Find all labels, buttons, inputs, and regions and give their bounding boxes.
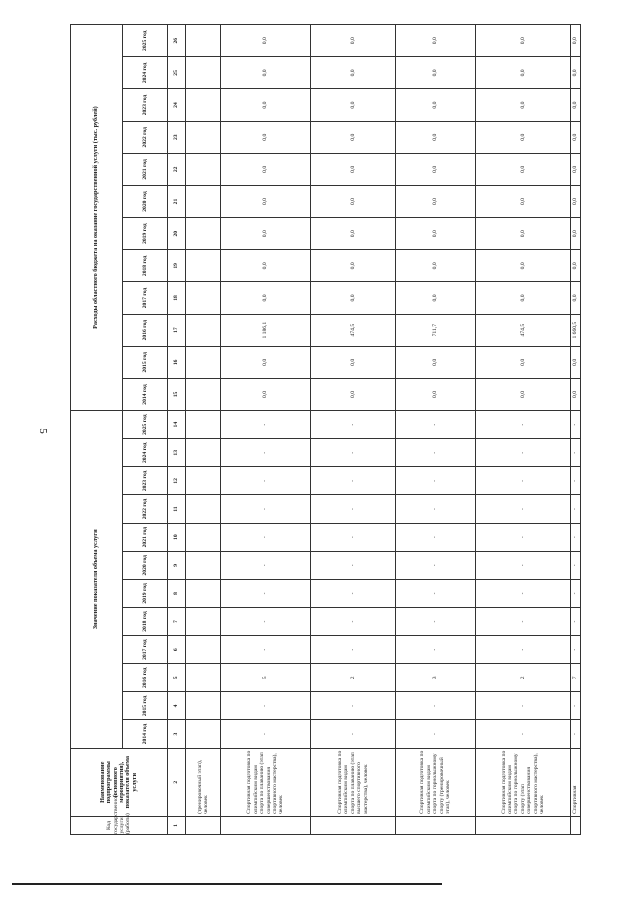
column-number: 14	[168, 411, 186, 439]
expense-value-cell: 0,0	[221, 346, 311, 378]
volume-value-cell: -	[396, 720, 476, 748]
volume-value-cell: 3	[396, 664, 476, 692]
volume-value-cell: -	[311, 467, 396, 495]
expense-value-cell: 0,0	[571, 218, 581, 250]
expense-value-cell: 0,0	[221, 57, 311, 89]
volume-value-cell: -	[396, 523, 476, 551]
column-number: 11	[168, 495, 186, 523]
volume-value-cell	[186, 636, 221, 664]
expense-year-header: 2018 год	[123, 250, 168, 282]
volume-year-header: 2015 год	[123, 692, 168, 720]
expense-value-cell: 0,0	[396, 121, 476, 153]
volume-value-cell: 5	[221, 664, 311, 692]
expense-value-cell: 0,0	[221, 121, 311, 153]
expense-value-cell: 0,0	[571, 250, 581, 282]
volume-value-cell	[186, 720, 221, 748]
volume-value-cell: -	[396, 692, 476, 720]
volume-value-cell: -	[221, 692, 311, 720]
column-number: 12	[168, 467, 186, 495]
expense-year-header: 2025 год	[123, 25, 168, 57]
volume-value-cell: -	[396, 467, 476, 495]
expense-value-cell: 0,0	[311, 89, 396, 121]
expense-value-cell	[186, 346, 221, 378]
volume-year-header: 2016 год	[123, 664, 168, 692]
column-number: 4	[168, 692, 186, 720]
volume-value-cell: -	[311, 607, 396, 635]
volume-value-cell: -	[571, 551, 581, 579]
volume-value-cell: 2	[476, 664, 571, 692]
expense-value-cell: 0,0	[311, 250, 396, 282]
expense-value-cell: 0,0	[571, 282, 581, 314]
expense-value-cell: 1 660,5	[571, 314, 581, 346]
volume-value-cell: -	[396, 636, 476, 664]
header-expense-group: Расходы областного бюджета на оказание государственной услуги (тыс. рублей)	[71, 25, 123, 411]
volume-value-cell: 2	[311, 664, 396, 692]
expense-value-cell	[186, 378, 221, 410]
column-number: 18	[168, 282, 186, 314]
expense-value-cell: 0,0	[221, 185, 311, 217]
volume-value-cell: -	[571, 720, 581, 748]
expense-value-cell: 0,0	[571, 185, 581, 217]
rotated-table-sheet	[70, 25, 580, 835]
expense-value-cell: 0,0	[311, 185, 396, 217]
column-number: 10	[168, 523, 186, 551]
expense-value-cell: 0,0	[221, 250, 311, 282]
expense-value-cell: 0,0	[476, 218, 571, 250]
volume-value-cell	[186, 664, 221, 692]
volume-value-cell: -	[571, 579, 581, 607]
column-number: 15	[168, 378, 186, 410]
column-number: 2	[168, 748, 186, 816]
volume-year-header: 2024 год	[123, 439, 168, 467]
expense-year-header: 2019 год	[123, 218, 168, 250]
volume-value-cell: -	[396, 411, 476, 439]
volume-value-cell: -	[311, 636, 396, 664]
expense-value-cell: 0,0	[396, 218, 476, 250]
expense-value-cell: 0,0	[476, 89, 571, 121]
expense-value-cell: 0,0	[571, 346, 581, 378]
column-number: 21	[168, 185, 186, 217]
volume-value-cell: -	[221, 467, 311, 495]
column-number: 13	[168, 439, 186, 467]
table-row	[186, 25, 221, 835]
column-number: 7	[168, 607, 186, 635]
table-row	[396, 25, 476, 835]
expense-value-cell: 0,0	[311, 378, 396, 410]
expense-value-cell	[186, 89, 221, 121]
volume-value-cell: -	[311, 523, 396, 551]
service-code-cell	[396, 816, 476, 834]
volume-value-cell: -	[476, 439, 571, 467]
service-code-cell	[221, 816, 311, 834]
expense-year-header: 2020 год	[123, 185, 168, 217]
services-table	[70, 24, 581, 835]
volume-value-cell: -	[311, 551, 396, 579]
volume-value-cell: -	[571, 523, 581, 551]
volume-value-cell: -	[221, 579, 311, 607]
expense-value-cell: 0,0	[221, 378, 311, 410]
volume-value-cell: -	[221, 523, 311, 551]
expense-value-cell: 0,0	[476, 282, 571, 314]
volume-value-cell	[186, 411, 221, 439]
volume-value-cell: -	[221, 495, 311, 523]
expense-value-cell	[186, 218, 221, 250]
expense-value-cell: 0,0	[396, 185, 476, 217]
expense-year-header: 2014 год	[123, 378, 168, 410]
expense-value-cell: 0,0	[396, 57, 476, 89]
expense-year-header: 2021 год	[123, 153, 168, 185]
service-code-cell	[476, 816, 571, 834]
volume-value-cell: -	[571, 607, 581, 635]
expense-value-cell: 0,0	[476, 25, 571, 57]
volume-value-cell: -	[396, 579, 476, 607]
header-name: Наименование подпрограммы (основного мероприятия), показателя объема услуги	[71, 748, 168, 816]
service-name-cell: Спортивная	[571, 748, 581, 816]
expense-value-cell: 0,0	[476, 378, 571, 410]
volume-value-cell: -	[396, 551, 476, 579]
expense-value-cell: 0,0	[221, 89, 311, 121]
volume-value-cell: -	[396, 495, 476, 523]
expense-value-cell	[186, 57, 221, 89]
volume-value-cell: -	[571, 636, 581, 664]
expense-value-cell: 0,0	[476, 121, 571, 153]
service-name-cell: (тренировочный этап), человек	[186, 748, 221, 816]
expense-value-cell: 0,0	[571, 121, 581, 153]
volume-value-cell: -	[221, 607, 311, 635]
volume-value-cell: -	[221, 411, 311, 439]
expense-value-cell: 0,0	[571, 57, 581, 89]
volume-year-header: 2022 год	[123, 495, 168, 523]
volume-year-header: 2020 год	[123, 551, 168, 579]
expense-value-cell: 0,0	[311, 25, 396, 57]
service-code-cell	[311, 816, 396, 834]
volume-year-header: 2014 год	[123, 720, 168, 748]
volume-value-cell: 7	[571, 664, 581, 692]
volume-value-cell: -	[571, 692, 581, 720]
volume-value-cell: -	[571, 439, 581, 467]
column-number: 16	[168, 346, 186, 378]
bottom-rule	[12, 883, 442, 885]
expense-value-cell: 711,7	[396, 314, 476, 346]
column-number: 3	[168, 720, 186, 748]
service-code-cell	[571, 816, 581, 834]
expense-year-header: 2017 год	[123, 282, 168, 314]
column-number: 20	[168, 218, 186, 250]
volume-value-cell: -	[396, 439, 476, 467]
volume-year-header: 2025 год	[123, 411, 168, 439]
expense-value-cell: 0,0	[476, 185, 571, 217]
expense-value-cell	[186, 250, 221, 282]
volume-value-cell: -	[476, 523, 571, 551]
expense-value-cell: 0,0	[221, 218, 311, 250]
table-row	[221, 25, 311, 835]
expense-value-cell: 0,0	[571, 153, 581, 185]
expense-value-cell: 474,5	[311, 314, 396, 346]
volume-value-cell: -	[311, 411, 396, 439]
expense-value-cell: 0,0	[311, 57, 396, 89]
volume-value-cell: -	[311, 579, 396, 607]
expense-year-header: 2024 год	[123, 57, 168, 89]
volume-value-cell: -	[221, 636, 311, 664]
expense-value-cell: 0,0	[476, 346, 571, 378]
volume-value-cell: -	[571, 467, 581, 495]
expense-value-cell: 0,0	[311, 282, 396, 314]
page-number: 5	[36, 428, 49, 434]
expense-value-cell	[186, 153, 221, 185]
expense-value-cell: 0,0	[396, 282, 476, 314]
column-number: 5	[168, 664, 186, 692]
volume-year-header: 2023 год	[123, 467, 168, 495]
expense-value-cell	[186, 185, 221, 217]
header-volume-group: Значение показателя объема услуги	[71, 411, 123, 749]
volume-value-cell: -	[476, 411, 571, 439]
volume-value-cell: -	[571, 495, 581, 523]
volume-value-cell	[186, 523, 221, 551]
volume-value-cell	[186, 607, 221, 635]
expense-value-cell: 0,0	[396, 378, 476, 410]
column-number: 25	[168, 57, 186, 89]
volume-value-cell	[186, 495, 221, 523]
expense-value-cell	[186, 282, 221, 314]
volume-value-cell	[186, 579, 221, 607]
expense-value-cell: 0,0	[571, 25, 581, 57]
expense-value-cell: 0,0	[221, 25, 311, 57]
expense-value-cell: 0,0	[311, 218, 396, 250]
volume-value-cell: -	[476, 495, 571, 523]
volume-value-cell: -	[476, 636, 571, 664]
expense-value-cell: 0,0	[311, 346, 396, 378]
volume-value-cell: -	[476, 467, 571, 495]
volume-value-cell	[186, 551, 221, 579]
volume-year-header: 2021 год	[123, 523, 168, 551]
service-name-cell: Спортивная подготовка по олимпийским видам спорта по плаванию (этап высшего спортивного мастерства), человек	[311, 748, 396, 816]
expense-value-cell: 0,0	[396, 346, 476, 378]
expense-value-cell: 0,0	[571, 89, 581, 121]
volume-year-header: 2017 год	[123, 636, 168, 664]
table-row	[311, 25, 396, 835]
service-code-cell	[186, 816, 221, 834]
volume-value-cell	[186, 692, 221, 720]
expense-value-cell: 0,0	[221, 282, 311, 314]
column-number: 1	[168, 816, 186, 834]
expense-value-cell	[186, 25, 221, 57]
service-name-cell: Спортивная подготовка по олимпийским видам спорта по горнолыжному спорту (тренировочный этап), человек	[396, 748, 476, 816]
volume-value-cell: -	[311, 439, 396, 467]
expense-value-cell: 0,0	[571, 378, 581, 410]
expense-year-header: 2015 год	[123, 346, 168, 378]
expense-value-cell: 0,0	[476, 250, 571, 282]
expense-value-cell	[186, 121, 221, 153]
volume-value-cell: -	[476, 579, 571, 607]
volume-year-header: 2018 год	[123, 607, 168, 635]
header-code: Код государственной услуги (работы)	[71, 816, 168, 834]
expense-value-cell: 0,0	[221, 153, 311, 185]
expense-value-cell: 1 186,1	[221, 314, 311, 346]
volume-value-cell	[186, 467, 221, 495]
volume-value-cell: -	[476, 692, 571, 720]
volume-value-cell: -	[221, 551, 311, 579]
column-number: 23	[168, 121, 186, 153]
column-number: 24	[168, 89, 186, 121]
column-number: 22	[168, 153, 186, 185]
expense-value-cell: 0,0	[396, 89, 476, 121]
volume-value-cell	[186, 439, 221, 467]
volume-value-cell: -	[571, 411, 581, 439]
service-name-cell: Спортивная подготовка по олимпийским видам спорта по горнолыжному спорту (этап совершенствования спортивного мастерства), человек	[476, 748, 571, 816]
expense-year-header: 2022 год	[123, 121, 168, 153]
volume-value-cell: -	[311, 720, 396, 748]
column-number: 9	[168, 551, 186, 579]
volume-value-cell: -	[311, 495, 396, 523]
expense-value-cell: 0,0	[311, 153, 396, 185]
volume-value-cell: -	[311, 692, 396, 720]
expense-value-cell: 0,0	[311, 121, 396, 153]
volume-value-cell: -	[476, 607, 571, 635]
expense-value-cell: 0,0	[396, 25, 476, 57]
service-name-cell: Спортивная подготовка по олимпийским видам спорта по плаванию (этап совершенствования спортивного мастерства), человек	[221, 748, 311, 816]
column-number: 8	[168, 579, 186, 607]
volume-value-cell: -	[221, 439, 311, 467]
expense-value-cell: 0,0	[476, 153, 571, 185]
volume-year-header: 2019 год	[123, 579, 168, 607]
volume-value-cell: -	[396, 607, 476, 635]
column-number: 19	[168, 250, 186, 282]
expense-value-cell: 0,0	[396, 153, 476, 185]
expense-year-header: 2023 год	[123, 89, 168, 121]
column-number: 17	[168, 314, 186, 346]
column-number: 26	[168, 25, 186, 57]
volume-value-cell: -	[476, 551, 571, 579]
table-row	[476, 25, 571, 835]
expense-value-cell: 0,0	[396, 250, 476, 282]
volume-value-cell: -	[221, 720, 311, 748]
expense-year-header: 2016 год	[123, 314, 168, 346]
column-number: 6	[168, 636, 186, 664]
volume-value-cell: -	[476, 720, 571, 748]
expense-value-cell: 474,5	[476, 314, 571, 346]
expense-value-cell	[186, 314, 221, 346]
expense-value-cell: 0,0	[476, 57, 571, 89]
table-row	[571, 25, 581, 835]
